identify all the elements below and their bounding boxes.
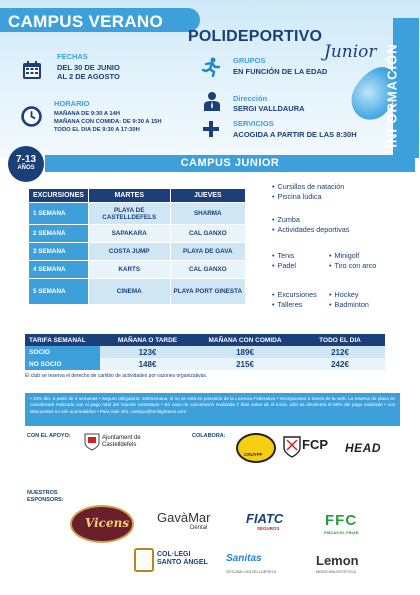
col-jueves: JUEVES [170, 189, 245, 203]
person-icon [203, 91, 221, 111]
table-row [25, 358, 385, 370]
ffc-sub: FINCAS EL PINAR [324, 530, 359, 535]
list-item: • Tiro con arco [329, 261, 376, 271]
activities-group-2 [272, 215, 349, 234]
fcp-shield-icon [283, 436, 301, 458]
age-badge [8, 146, 44, 182]
excursions-table [28, 188, 246, 305]
gavamar-sub: Dental [190, 525, 208, 531]
week-cell: 1 SEMANA [29, 203, 89, 225]
fiatc-logo: FIATC [246, 511, 284, 526]
week-cell: 2 SEMANA [29, 225, 89, 243]
jueves-cell: CAL GANXO [170, 261, 245, 279]
table-row [29, 279, 246, 305]
polideportivo-title: POLIDEPORTIVO [188, 28, 323, 45]
activities-group-4-left [272, 290, 317, 309]
tariff-value: 123€ [100, 346, 195, 358]
col-excursiones: EXCURSIONES [29, 189, 89, 203]
cruyff-label: CRUYFF [244, 452, 263, 457]
age-unit: AÑOS [17, 165, 35, 171]
vicens-label: Vicens [85, 516, 130, 530]
gavamar-logo: GavàMar [157, 510, 211, 525]
calendar-icon [22, 60, 42, 80]
ffc-logo: FFC [325, 512, 358, 529]
sanitas-logo: Sanitas [226, 553, 262, 564]
tariff-value: 189€ [195, 346, 295, 358]
martes-cell: CINEMA [88, 279, 170, 305]
grupos-label: GRUPOS [233, 56, 266, 65]
tariff-value: 148€ [100, 358, 195, 370]
age-range: 7-13 [15, 154, 36, 165]
campus-title: CAMPUS VERANO [8, 12, 164, 31]
terms-box: • 10% dto. a partir de 4 semanas • Seguro obligatorio: 10€/semana, si no se está en posesión de la Licencia Federativa • Inscripciones a traves de la web. La reserva de plaza se considerará realizada con el pago total del importe contratado • En caso de cancelación realizada 7 días antes de el inicio, sólo se devolverá el 50% del pago realizado • Los descuentos no són acumulables • Para más info: campus@tenisgimeno.com [25, 393, 400, 426]
esponsors-label: ESPONSORS: [27, 497, 64, 503]
table-row [29, 243, 246, 261]
sanitas-sub: OFICINA CASTELLDEFELS [226, 569, 277, 574]
colegio-emblem-icon [134, 548, 154, 572]
direccion-label: Dirección [233, 94, 268, 103]
week-cell: 5 SEMANA [29, 279, 89, 305]
organization-note: El club se reserva el derecho de cambio de actividades por razones organizativas. [25, 373, 208, 379]
activities-group-3-left [272, 251, 296, 270]
jueves-cell: SHARMA [170, 203, 245, 225]
cruyff-logo [236, 433, 276, 463]
list-item: • Excursiones [272, 290, 317, 300]
clock-icon [21, 106, 42, 127]
activities-group-4-right [329, 290, 369, 309]
horario-line2: MAÑANA CON COMIDA: DE 9:30 A 15H [54, 119, 162, 125]
tariff-label: SOCIO [25, 346, 100, 358]
jueves-cell: PLAYA PORT GINESTA [170, 279, 245, 305]
col-martes: MARTES [88, 189, 170, 203]
table-row [29, 225, 246, 243]
fcp-logo: FCP [302, 437, 328, 452]
colabora-label: COLABORA: [192, 433, 226, 439]
table-row [29, 203, 246, 225]
tariff-label: NO SOCIO [25, 358, 100, 370]
head-logo: HEAD [345, 441, 382, 455]
martes-cell: PLAYA DE CASTELLDEFELS [88, 203, 170, 225]
ajuntament-logo: Ajuntament de Castelldefels [102, 435, 141, 448]
servicios-value: ACOGIDA A PARTIR DE LAS 8:30H [233, 130, 357, 139]
con-apoyo-label: CON EL APOYO: [27, 433, 71, 439]
week-cell: 4 SEMANA [29, 261, 89, 279]
fechas-label: FECHAS [57, 52, 88, 61]
tariff-value: 215€ [195, 358, 295, 370]
nuestros-label: NUESTROS [27, 490, 58, 496]
activities-group-1 [272, 182, 344, 201]
list-item: • Padel [272, 261, 296, 271]
list-item: • Cursillos de natación [272, 182, 344, 192]
list-item: • Piscina lúdica [272, 192, 344, 202]
jueves-cell: PLAYA DE GAVA [170, 243, 245, 261]
lemon-sub: MEDICINA ESTÉTICA [316, 569, 357, 574]
list-item: • Zumba [272, 215, 349, 225]
tariff-table [25, 334, 385, 370]
list-item: • Tenis [272, 251, 296, 261]
fechas-line2: AL 2 DE AGOSTO [57, 72, 120, 81]
table-row [29, 261, 246, 279]
col-manana: MAÑANA O TARDE [100, 334, 195, 346]
jueves-cell: CAL GANXO [170, 225, 245, 243]
campus-junior-bar: CAMPUS JUNIOR [45, 155, 415, 172]
martes-cell: COSTA JUMP [88, 243, 170, 261]
activities-group-3-right [329, 251, 376, 270]
tariff-value: 212€ [295, 346, 385, 358]
direccion-value: SERGI VALLDAURA [233, 104, 305, 113]
week-cell: 3 SEMANA [29, 243, 89, 261]
plus-icon [203, 121, 219, 137]
fiatc-sub: SEGUROS [257, 526, 280, 531]
col-tarifa: TARIFA SEMANAL [25, 334, 100, 346]
list-item: • Hockey [329, 290, 369, 300]
servicios-label: SERVICIOS [233, 119, 274, 128]
junior-title: Junior [324, 42, 377, 62]
fechas-line1: DEL 30 DE JUNIO [57, 63, 120, 72]
horario-line3: TODO EL DIA DE 9:30 A 17:30H [54, 127, 140, 133]
info-vertical-text: INFORMACIÓN [384, 43, 400, 148]
horario-label: HORARIO [54, 99, 90, 108]
colegio-logo: COL·LEGI SANTO ÀNGEL [157, 551, 208, 566]
grupos-value: EN FUNCIÓN DE LA EDAD [233, 67, 328, 76]
list-item: • Badminton [329, 300, 369, 310]
list-item: • Actividades deportivas [272, 225, 349, 235]
martes-cell: SAPAKARA [88, 225, 170, 243]
runner-icon [200, 57, 222, 77]
col-dia: TODO EL DIA [295, 334, 385, 346]
horario-line1: MAÑANA DE 9:30 A 14H [54, 111, 121, 117]
martes-cell: KARTS [88, 261, 170, 279]
list-item: • Talleres [272, 300, 317, 310]
ajuntament-shield-icon [84, 433, 100, 451]
lemon-logo: Lemon [316, 553, 359, 568]
col-comida: MAÑANA CON COMIDA [195, 334, 295, 346]
table-row [25, 346, 385, 358]
list-item: • Minigolf [329, 251, 376, 261]
tariff-value: 242€ [295, 358, 385, 370]
